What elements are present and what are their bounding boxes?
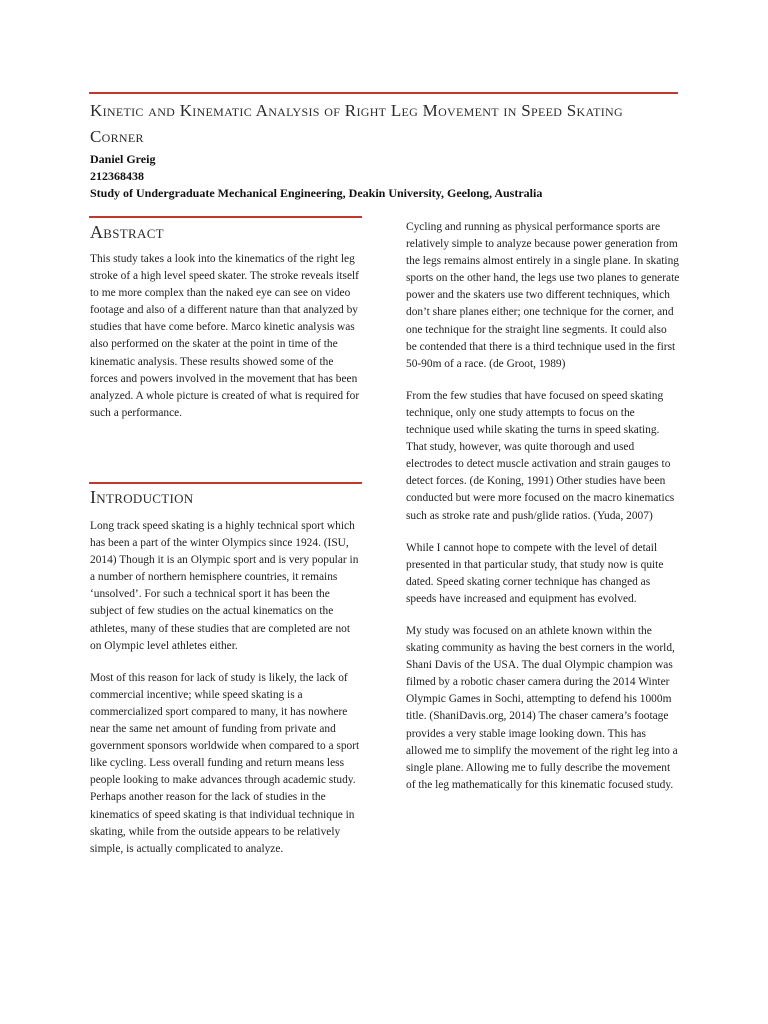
student-id: 212368438 [90, 169, 144, 183]
right-column-body [406, 219, 680, 794]
introduction-heading: Introduction [90, 487, 194, 507]
title-top-rule [89, 92, 678, 94]
right-paragraph-3: While I cannot hope to compete with the level of detail presented in that particular study, that study now is quite dated. Speed skating corner technique has changed as speeds have increased and equipment has evolved. [406, 541, 664, 605]
author-block [90, 151, 690, 202]
introduction-rule [89, 482, 362, 484]
author-name: Daniel Greig [90, 152, 156, 166]
abstract-text: This study takes a look into the kinematics of the right leg stroke of a high level speed skater. The stroke reveals itself to me more complex than the naked eye can see on video footage and also of a different nature than that analyzed by studies that have come before. Marco kinetic analysis was also performed on the skater at the point in time of the kinematic analysis. These results showed some of the forces and powers involved in the movement that has been analyzed. A whole picture is created of what is required for such a performance. [90, 253, 360, 419]
abstract-heading: Abstract [90, 222, 164, 242]
right-paragraph-1: Cycling and running as physical performance sports are relatively simple to analyze because power generation from the legs remains almost entirely in a single plane. In skating sports on the other hand, the legs use two planes to generate power and the skaters use two different techniques, which don’t share planes either; one technique for the corner, and one technique for the straight line segments. It could also be contended that there is a third technique used in the first 50-90m of a race. (de Groot, 1989) [406, 221, 680, 370]
intro-paragraph-2: Most of this reason for lack of study is likely, the lack of commercial incentive; while speed skating is a commercialized sport compared to many, it has nowhere near the same net amount of funding from private and government sponsors worldwide when compared to a sport like cycling. Less overall funding and return means less people looking to make advances through academic study. Perhaps another reason for the lack of studies in the kinematics of speed skating is that individual technique in skating, while from the outside appears to be relatively simple, is actually complicated to analyze. [90, 671, 360, 855]
right-paragraph-2: From the few studies that have focused on speed skating technique, only one study attempts to focus on the technique used while skating the turns in speed skating. That study, however, was quite thorough and used electrodes to detect muscle activation and strain gauges to detect forces. (de Koning, 1991) Other studies have been conducted but were more focused on the macro kinematics such as stroke rate and push/glide ratios. (Yuda, 2007) [406, 389, 675, 522]
introduction-body [90, 518, 364, 858]
right-paragraph-4: My study was focused on an athlete known within the skating community as having the best corners in the world, Shani Davis of the USA. The dual Olympic champion was filmed by a robotic chaser camera during the 2014 Winter Olympic Games in Sochi, attempting to defend his 1000m title. (ShaniDavis.org, 2014) The chaser camera’s footage provides a very stable image looking down. This has allowed me to simplify the movement of the right leg into a single plane. Allowing me to fully describe the movement of the leg mathematically for this kinematic focused study. [406, 624, 678, 791]
paper-title: Kinetic and Kinematic Analysis of Right Leg Movement in Speed Skating Corner [90, 101, 623, 146]
intro-paragraph-1: Long track speed skating is a highly technical sport which has been a part of the winter Olympics since 1924. (ISU, 2014) Though it is an Olympic sport and is very popular in a number of northern hemisphere countries, it remains ‘unsolved’. For such a technical sport it has been the subject of few studies on the actual kinematics on the athletes, many of these studies that are completed are not on Olympic level athletes either. [90, 520, 359, 652]
affiliation: Study of Undergraduate Mechanical Engineering, Deakin University, Geelong, Australia [90, 186, 543, 200]
abstract-body [90, 251, 364, 422]
abstract-rule [89, 216, 362, 218]
